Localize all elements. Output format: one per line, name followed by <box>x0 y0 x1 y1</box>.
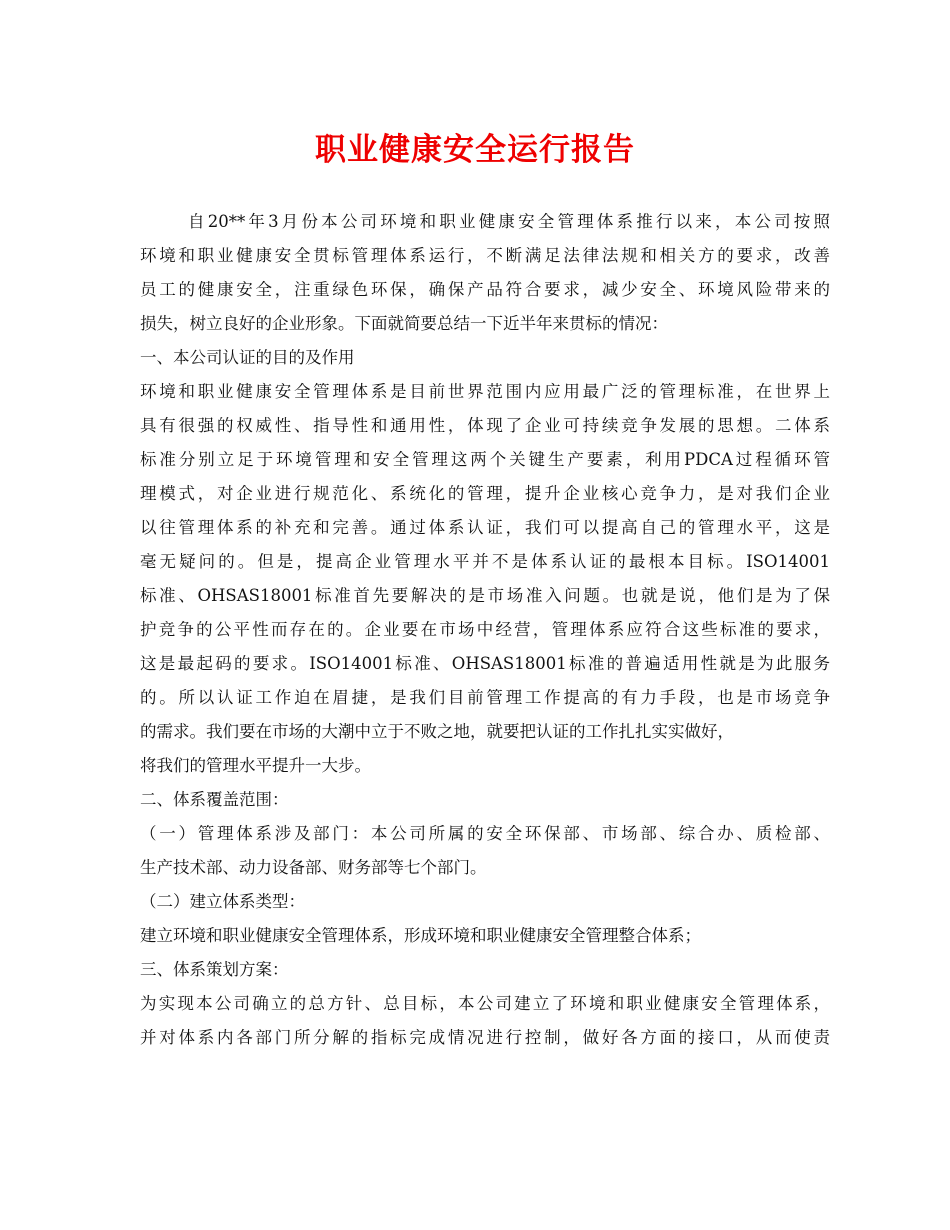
paragraph-line: 毫无疑问的。但是，提高企业管理水平并不是体系认证的最根本目标。ISO14001 <box>140 552 830 571</box>
paragraph-line: （一）管理体系涉及部门：本公司所属的安全环保部、市场部、综合办、质检部、 <box>140 824 830 843</box>
paragraph-line: 将我们的管理水平提升一大步。 <box>140 756 371 775</box>
paragraph-line: 标准、OHSAS18001标准首先要解决的是市场准入问题。也就是说，他们是为了保 <box>140 586 830 605</box>
section-heading: 三、体系策划方案： <box>140 960 289 979</box>
paragraph-line: 这是最起码的要求。ISO14001标准、OHSAS18001标准的普遍适用性就是为此服务 <box>140 654 830 673</box>
paragraph-line: 标准分别立足于环境管理和安全管理这两个关键生产要素，利用PDCA过程循环管 <box>140 450 830 469</box>
paragraph-line: 自20**年3月份本公司环境和职业健康安全管理体系推行以来，本公司按照 <box>188 212 830 231</box>
paragraph-line: 具有很强的权威性、指导性和通用性，体现了企业可持续竞争发展的思想。二体系 <box>140 416 830 435</box>
section-heading: 一、本公司认证的目的及作用 <box>140 348 355 367</box>
paragraph-line: 环境和职业健康安全贯标管理体系运行，不断满足法律法规和相关方的要求，改善 <box>140 246 830 265</box>
paragraph-line: 建立环境和职业健康安全管理体系，形成环境和职业健康安全管理整合体系； <box>140 926 701 945</box>
paragraph-line: 护竞争的公平性而存在的。企业要在市场中经营，管理体系应符合这些标准的要求， <box>140 620 830 639</box>
paragraph-line: 的。所以认证工作迫在眉捷，是我们目前管理工作提高的有力手段，也是市场竞争 <box>140 688 830 707</box>
paragraph-line: 为实现本公司确立的总方针、总目标，本公司建立了环境和职业健康安全管理体系， <box>140 994 830 1013</box>
paragraph-line: 员工的健康安全，注重绿色环保，确保产品符合要求，减少安全、环境风险带来的 <box>140 280 830 299</box>
paragraph-line: 损失，树立良好的企业形象。下面就简要总结一下近半年来贯标的情况： <box>140 314 668 333</box>
subsection-heading: （二）建立体系类型： <box>140 892 305 911</box>
section-heading: 二、体系覆盖范围： <box>140 790 289 809</box>
paragraph-line: 理模式，对企业进行规范化、系统化的管理，提升企业核心竞争力，是对我们企业 <box>140 484 830 503</box>
document-title: 职业健康安全运行报告 <box>315 132 635 168</box>
paragraph-line: 并对体系内各部门所分解的指标完成情况进行控制，做好各方面的接口，从而使责 <box>140 1028 830 1047</box>
paragraph-line: 以往管理体系的补充和完善。通过体系认证，我们可以提高自己的管理水平，这是 <box>140 518 830 537</box>
paragraph-line: 环境和职业健康安全管理体系是目前世界范围内应用最广泛的管理标准，在世界上 <box>140 382 830 401</box>
paragraph-line: 生产技术部、动力设备部、财务部等七个部门。 <box>140 858 487 877</box>
paragraph-line: 的需求。我们要在市场的大潮中立于不败之地，就要把认证的工作扎扎实实做好， <box>140 722 734 741</box>
